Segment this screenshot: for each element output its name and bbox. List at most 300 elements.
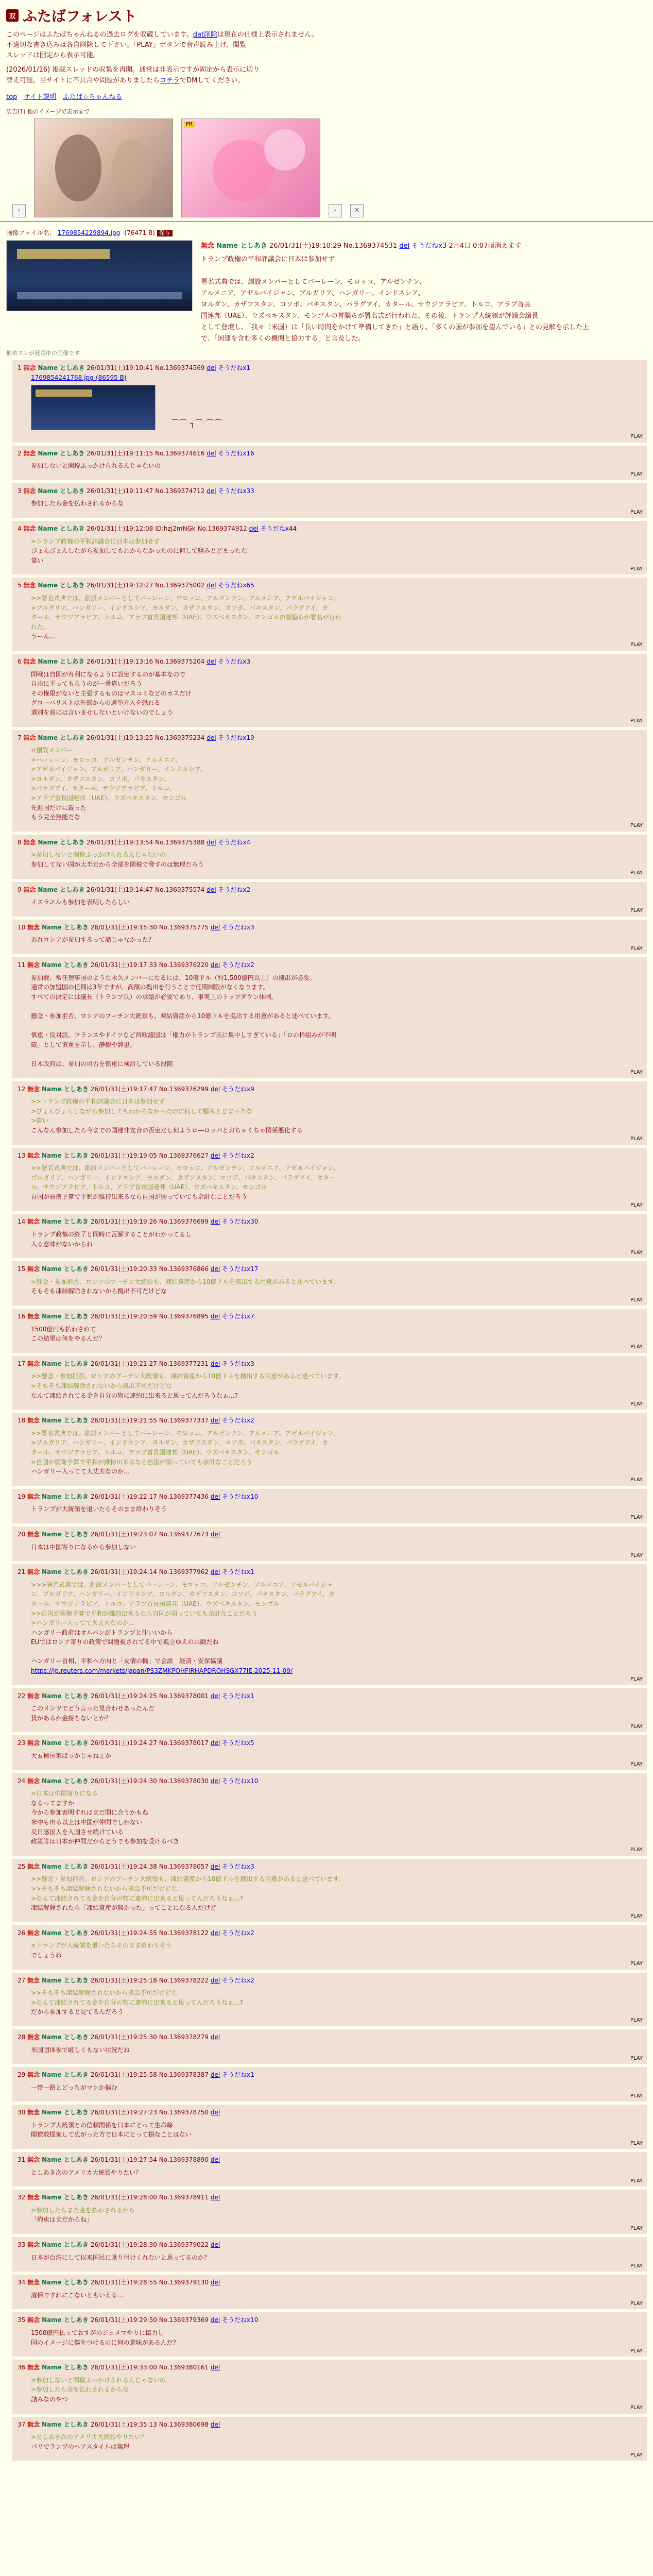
reply-subject: 無念 bbox=[27, 2279, 40, 2286]
soudane-button[interactable]: そうだねx10 bbox=[222, 2316, 259, 2324]
play-button[interactable]: PLAY bbox=[630, 823, 643, 829]
del-button[interactable]: del bbox=[210, 2420, 220, 2428]
play-button[interactable]: PLAY bbox=[630, 1344, 643, 1350]
reply-date: 26/01/31(土)19:28:55 bbox=[90, 2279, 157, 2286]
reply-id[interactable]: No.1369376895 bbox=[159, 1313, 209, 1320]
reply-date: 26/01/31(土)19:15:30 bbox=[90, 923, 157, 931]
reply-meta bbox=[18, 1084, 642, 1094]
reply-post bbox=[12, 1527, 647, 1561]
reply-id[interactable]: No.1369378387 bbox=[159, 2071, 209, 2079]
reply-id[interactable]: No.1369375002 bbox=[155, 582, 205, 589]
reply-name: Name としあき bbox=[41, 2364, 89, 2371]
soudane-button[interactable]: そうだねx2 bbox=[218, 886, 251, 893]
del-button[interactable]: del bbox=[210, 961, 220, 969]
nav-futaba-link[interactable]: ふたば☆ちゃんねる bbox=[62, 93, 123, 101]
nav-top-link[interactable]: top bbox=[6, 93, 18, 101]
ad-prev-button[interactable]: ‹ bbox=[12, 204, 26, 217]
soudane-button[interactable]: そうだねx33 bbox=[218, 487, 254, 495]
play-button[interactable]: PLAY bbox=[630, 945, 643, 952]
soudane-button[interactable]: そうだねx30 bbox=[222, 1218, 259, 1226]
reply-number: 9 bbox=[18, 886, 22, 893]
del-button[interactable]: del bbox=[210, 2156, 220, 2164]
reply-post bbox=[12, 1309, 647, 1353]
reply-name: Name としあき bbox=[38, 364, 85, 372]
reply-meta bbox=[18, 1359, 642, 1369]
reply-text bbox=[18, 1871, 642, 1912]
reply-name: Name としあき bbox=[41, 1739, 89, 1747]
play-button[interactable]: PLAY bbox=[630, 1477, 643, 1483]
del-button[interactable]: del bbox=[210, 1530, 220, 1538]
play-button[interactable]: PLAY bbox=[630, 1723, 643, 1730]
reply-text bbox=[18, 496, 642, 509]
quote-line: タール、サウジアラビア、トルコ、アラブ首長国連邦（UAE）、ウズベキスタン、モンゴル bbox=[31, 1448, 280, 1456]
nav-about-link[interactable]: サイト説明 bbox=[23, 93, 57, 101]
reply-date: 26/01/31(土)19:17:33 bbox=[90, 961, 157, 969]
reply-id[interactable]: No.1369376220 bbox=[159, 961, 209, 969]
reply-name: Name としあき bbox=[41, 1085, 89, 1093]
reply-id[interactable]: No.1369376866 bbox=[159, 1265, 209, 1273]
reply-id[interactable]: No.1369377962 bbox=[159, 1568, 209, 1576]
quote-line: >バーレーン、モロッコ、アルゼンチン、アルメニア、 bbox=[31, 756, 182, 764]
dat-delete-link[interactable]: dat削除 bbox=[193, 31, 218, 39]
reply-text bbox=[18, 430, 642, 433]
text-line: 日本が台湾にして以来国民に乗り付けくれないと思ってるのか？ bbox=[31, 2253, 211, 2261]
reply-subject: 無念 bbox=[23, 838, 36, 846]
del-button[interactable]: del bbox=[210, 923, 220, 931]
del-button[interactable]: del bbox=[399, 242, 410, 250]
reply-subject: 無念 bbox=[27, 1493, 40, 1500]
reply-id[interactable]: No.1369378030 bbox=[159, 1777, 209, 1785]
play-button[interactable]: PLAY bbox=[630, 1961, 643, 1967]
ad-next-button[interactable]: › bbox=[329, 204, 342, 217]
reply-id[interactable]: ID:hzj2mNGk No.1369374912 bbox=[155, 525, 247, 533]
reply-number: 6 bbox=[18, 657, 22, 665]
reply-post bbox=[12, 1564, 647, 1685]
reply-subject: 無念 bbox=[23, 886, 36, 893]
reply-id[interactable]: No.1369375775 bbox=[159, 923, 209, 931]
play-button[interactable]: PLAY bbox=[630, 1676, 643, 1683]
play-button[interactable]: PLAY bbox=[630, 2348, 643, 2354]
play-button[interactable]: PLAY bbox=[630, 434, 643, 440]
del-button[interactable]: del bbox=[210, 1417, 220, 1425]
soudane-button[interactable]: そうだねx44 bbox=[260, 525, 297, 533]
reply-id[interactable]: No.1369379022 bbox=[159, 2241, 209, 2249]
play-button[interactable]: PLAY bbox=[630, 566, 643, 572]
reply-id[interactable]: No.1369378057 bbox=[159, 1862, 209, 1870]
quote-line: >ヨルダン、カザフスタン、コソボ、パキスタン、 bbox=[31, 775, 170, 783]
reply-name: Name としあき bbox=[38, 487, 85, 495]
soudane-button[interactable]: そうだねx1 bbox=[222, 1692, 254, 1700]
play-button[interactable]: PLAY bbox=[630, 1761, 643, 1768]
reply-number: 19 bbox=[18, 1493, 26, 1500]
reply-subject: 無念 bbox=[27, 2033, 40, 2041]
del-button[interactable]: del bbox=[210, 1739, 220, 1747]
reply-post bbox=[12, 1489, 647, 1523]
reply-text bbox=[18, 2080, 642, 2093]
text-line: 懸念・参加拒否、ロシアのプーチン大統領も、凍結資産から10億ドルを拠出する用意があると述べています。 bbox=[31, 1012, 335, 1020]
del-button[interactable]: del bbox=[210, 2316, 220, 2324]
reply-date: 26/01/31(土)19:35:13 bbox=[90, 2420, 157, 2428]
play-button[interactable]: PLAY bbox=[630, 908, 643, 914]
reply-meta bbox=[18, 885, 642, 895]
del-button[interactable]: del bbox=[210, 1360, 220, 1367]
play-button[interactable]: PLAY bbox=[630, 870, 643, 876]
text-line: イスラエルも参加を表明したらしい bbox=[31, 899, 130, 906]
reply-name: Name としあき bbox=[41, 1493, 89, 1500]
reply-subject: 無念 bbox=[23, 525, 36, 533]
reply-number: 2 bbox=[18, 449, 22, 457]
reply-post bbox=[12, 920, 647, 954]
soudane-button[interactable]: そうだねx65 bbox=[218, 582, 254, 589]
quote-line: れた。 bbox=[31, 623, 50, 631]
del-button[interactable]: del bbox=[207, 657, 216, 665]
soudane-button[interactable]: そうだねx1 bbox=[222, 1568, 254, 1576]
del-button[interactable]: del bbox=[207, 734, 216, 741]
reply-post bbox=[12, 1356, 647, 1410]
reply-name: Name としあき bbox=[41, 2279, 89, 2286]
quote-line: >びょんびょんしながら参加してもわからなかったのに何して騒みとどまったな bbox=[31, 1107, 253, 1115]
soudane-button[interactable]: そうだねx10 bbox=[222, 1777, 259, 1785]
reply-text bbox=[18, 1321, 642, 1344]
save-button[interactable]: 保存 bbox=[157, 230, 173, 236]
ad-image-2[interactable] bbox=[181, 118, 320, 217]
reply-number: 3 bbox=[18, 487, 22, 495]
reply-meta bbox=[18, 363, 642, 373]
op-text-line: 署名式典では、創設メンバーとしてバーレーン、モロッコ、アルゼンチン、 bbox=[201, 278, 426, 286]
reply-id[interactable]: No.1369378017 bbox=[159, 1739, 209, 1747]
reply-meta bbox=[18, 923, 642, 933]
play-button[interactable]: PLAY bbox=[630, 1552, 643, 1558]
reply-id[interactable]: No.1369374616 bbox=[155, 449, 205, 457]
quote-line: >パラグアイ、カタール、サウジアラビア、トルコ、 bbox=[31, 785, 176, 792]
text-line: ハンガリー首相、平和へ方向と「友情の輪」で会談 経済・安保協議 bbox=[31, 1657, 223, 1665]
reply-number: 24 bbox=[18, 1777, 26, 1785]
reply-id[interactable]: No.1369375574 bbox=[155, 886, 205, 893]
text-line: 選別を前には言いませしないといけないのでしょう bbox=[31, 708, 174, 716]
del-button[interactable]: del bbox=[210, 1493, 220, 1500]
op-text-line bbox=[201, 265, 647, 277]
play-button[interactable]: PLAY bbox=[630, 1913, 643, 1920]
reply-date: 26/01/31(土)19:27:23 bbox=[90, 2109, 157, 2116]
del-button[interactable]: del bbox=[210, 2194, 220, 2201]
reply-meta bbox=[18, 1862, 642, 1872]
reply-subject: 無念 bbox=[27, 1692, 40, 1700]
del-button[interactable]: del bbox=[210, 2279, 220, 2286]
quote-line: >そもそも凍結解除されないから拠出不可だけどな bbox=[31, 1382, 173, 1390]
op-post bbox=[0, 226, 653, 347]
soudane-button[interactable]: そうだねx3 bbox=[411, 242, 447, 250]
external-link[interactable]: https://jp.reuters.com/markets/japan/PS3ZMKPOHFIRHAPDROHSGX77IE-2025-11-09/ bbox=[31, 1667, 293, 1675]
del-button[interactable]: del bbox=[210, 1976, 220, 1984]
play-button[interactable]: PLAY bbox=[630, 1202, 643, 1208]
soudane-button[interactable]: そうだねx9 bbox=[222, 1085, 254, 1093]
soudane-button[interactable]: そうだねx7 bbox=[222, 1313, 254, 1320]
reply-id[interactable]: No.1369378750 bbox=[159, 2109, 209, 2116]
del-button[interactable]: del bbox=[207, 838, 216, 846]
reply-date: 26/01/31(土)19:20:33 bbox=[90, 1265, 157, 1273]
text-line: 1500億円払っておすがのジュメマやりに協力し bbox=[31, 2329, 164, 2337]
del-button[interactable]: del bbox=[210, 1218, 220, 1226]
del-button[interactable]: del bbox=[207, 582, 216, 589]
text-line: 先進国だけに載った bbox=[31, 804, 87, 811]
doodle-icon: ⌒⌒ ┐⌒ ⌒⌒ bbox=[171, 418, 222, 428]
reply-id[interactable]: No.1369378911 bbox=[159, 2194, 209, 2201]
play-button[interactable]: PLAY bbox=[630, 2178, 643, 2184]
play-button[interactable]: PLAY bbox=[630, 2452, 643, 2458]
text-line: 清掃ですれにこないともいえる… bbox=[31, 2291, 124, 2299]
reply-number: 33 bbox=[18, 2241, 26, 2249]
del-button[interactable]: del bbox=[210, 1265, 220, 1273]
text-line: このメンツでどう言った見合わせあったんだ bbox=[31, 1705, 154, 1713]
del-button[interactable]: del bbox=[210, 1777, 220, 1785]
del-button[interactable]: del bbox=[210, 2364, 220, 2371]
del-button[interactable]: del bbox=[210, 1862, 220, 1870]
del-button[interactable]: del bbox=[210, 2071, 220, 2079]
del-button[interactable]: del bbox=[207, 449, 216, 457]
play-button[interactable]: PLAY bbox=[630, 1136, 643, 1142]
play-button[interactable]: PLAY bbox=[630, 2055, 643, 2061]
reply-name: Name としあき bbox=[41, 1265, 89, 1273]
reply-id[interactable]: No.1369375234 bbox=[155, 734, 205, 741]
reply-name: Name としあき bbox=[41, 2033, 89, 2041]
reply-id[interactable]: No.1369379369 bbox=[159, 2316, 209, 2324]
reply-meta bbox=[18, 960, 642, 970]
play-button[interactable]: PLAY bbox=[630, 2263, 643, 2269]
quote-line: タール、サウジアラビア、トルコ、アラブ首長国連邦（UAE）、ウズベキスタン、モンゴルの首脳らが署名が行わ bbox=[31, 614, 341, 621]
ad-image-1[interactable] bbox=[34, 118, 173, 217]
soudane-button[interactable]: そうだねx10 bbox=[222, 1493, 259, 1500]
play-button[interactable]: PLAY bbox=[630, 642, 643, 648]
play-button[interactable]: PLAY bbox=[630, 471, 643, 478]
reply-subject: 無念 bbox=[27, 2109, 40, 2116]
del-button[interactable]: del bbox=[210, 1568, 220, 1576]
reply-id[interactable]: No.1369378001 bbox=[159, 1692, 209, 1700]
reply-subject: 無念 bbox=[27, 1360, 40, 1367]
play-button[interactable]: PLAY bbox=[630, 1401, 643, 1407]
reply-id[interactable]: No.1369380698 bbox=[159, 2420, 209, 2428]
reply-id[interactable]: No.1369378890 bbox=[159, 2156, 209, 2164]
play-button[interactable]: PLAY bbox=[630, 1070, 643, 1076]
reply-id[interactable]: No.1369374569 bbox=[155, 364, 205, 372]
text-line bbox=[31, 1002, 642, 1011]
text-line: トランプ大統領との信頼関係を日本にとって生命線 bbox=[31, 2121, 173, 2129]
reply-number: 23 bbox=[18, 1739, 26, 1747]
del-button[interactable]: del bbox=[210, 1151, 220, 1159]
reply-subject: 無念 bbox=[27, 1568, 40, 1576]
reply-meta bbox=[18, 1776, 642, 1786]
reply-text bbox=[18, 1701, 642, 1723]
soudane-button[interactable]: そうだねx3 bbox=[218, 657, 251, 665]
play-button[interactable]: PLAY bbox=[630, 1297, 643, 1303]
reply-id[interactable]: No.1369374712 bbox=[155, 487, 205, 495]
reply-subject: 無念 bbox=[27, 961, 40, 969]
play-button[interactable]: PLAY bbox=[630, 2018, 643, 2024]
text-line: 国のイメージに傷をつけるのに何の意味があるんだ？ bbox=[31, 2338, 179, 2346]
text-line: 確」として慎重を示し、静観や辞退。 bbox=[31, 1041, 136, 1048]
reply-text bbox=[18, 1227, 642, 1249]
reply-id[interactable]: No.1369377673 bbox=[159, 1530, 209, 1538]
soudane-button[interactable]: そうだねx17 bbox=[222, 1265, 259, 1273]
reply-id[interactable]: No.1369376699 bbox=[159, 1218, 209, 1226]
reply-meta bbox=[18, 2155, 642, 2165]
play-button[interactable]: PLAY bbox=[630, 2093, 643, 2099]
reply-thumbnail[interactable] bbox=[31, 385, 156, 430]
reply-post bbox=[12, 882, 647, 917]
play-button[interactable]: PLAY bbox=[630, 2300, 643, 2307]
reply-post bbox=[12, 1773, 647, 1856]
del-button[interactable]: del bbox=[210, 1313, 220, 1320]
play-button[interactable]: PLAY bbox=[630, 2140, 643, 2146]
reply-date: 26/01/31(土)19:25:18 bbox=[90, 1976, 157, 1984]
contact-link[interactable]: コチラ bbox=[160, 76, 180, 84]
reply-number: 7 bbox=[18, 734, 22, 741]
op-thumbnail[interactable] bbox=[6, 240, 193, 311]
play-button[interactable]: PLAY bbox=[630, 718, 643, 724]
soudane-button[interactable]: そうだねx3 bbox=[222, 1862, 254, 1870]
reply-id[interactable]: No.1369376299 bbox=[159, 1085, 209, 1093]
op-text-line: 国連邦（UAE）、ウズベキスタン、モンゴルの首脳らが署名式が行われた。その後、トランプ大統領が評議会議長 bbox=[201, 312, 539, 320]
del-button[interactable]: del bbox=[210, 2241, 220, 2249]
soudane-button[interactable]: そうだねx1 bbox=[218, 364, 251, 372]
soudane-button[interactable]: そうだねx4 bbox=[218, 838, 251, 846]
reply-text bbox=[18, 2202, 642, 2225]
play-button[interactable]: PLAY bbox=[630, 509, 643, 515]
reply-text bbox=[18, 932, 642, 945]
reply-text bbox=[18, 970, 642, 1069]
play-button[interactable]: PLAY bbox=[630, 1515, 643, 1521]
soudane-button[interactable]: そうだねx2 bbox=[222, 961, 254, 969]
reply-name: Name としあき bbox=[41, 2420, 89, 2428]
reply-subject: 無念 bbox=[27, 2364, 40, 2371]
reply-text bbox=[18, 2325, 642, 2347]
reply-id[interactable]: No.1369377436 bbox=[159, 1493, 209, 1500]
reply-id[interactable]: No.1369379130 bbox=[159, 2279, 209, 2286]
reply-subject: 無念 bbox=[27, 2071, 40, 2079]
reply-file-link[interactable]: 1769854241768.jpg-(86595 B) bbox=[31, 374, 127, 382]
text-line: パリでランプのヘアスタイルは無理 bbox=[31, 2443, 129, 2450]
reply-post bbox=[12, 1859, 647, 1922]
reply-number: 17 bbox=[18, 1360, 26, 1367]
text-line: この結果は何をやるんだ？ bbox=[31, 1335, 106, 1343]
reply-post bbox=[12, 2360, 647, 2413]
reply-id[interactable]: No.1369378279 bbox=[159, 2033, 209, 2041]
play-button[interactable]: PLAY bbox=[630, 2405, 643, 2411]
reply-id[interactable]: No.1369377337 bbox=[159, 1417, 209, 1425]
soudane-button[interactable]: そうだねx2 bbox=[222, 1929, 254, 1937]
reply-id[interactable]: No.1369378122 bbox=[159, 1929, 209, 1937]
del-button[interactable]: del bbox=[249, 525, 259, 533]
reply-text bbox=[18, 1985, 642, 2017]
text-line: 政策等は日本が仲間だからどうでも参加を受けるべき bbox=[31, 1838, 180, 1845]
nav-links bbox=[0, 88, 653, 104]
reply-id[interactable]: No.1369380161 bbox=[159, 2364, 209, 2371]
reply-post bbox=[12, 2312, 647, 2357]
del-button[interactable]: del bbox=[207, 886, 216, 893]
text-line: 参加しないと関税ふっかけられるんじゃないの bbox=[31, 462, 161, 470]
reply-id[interactable]: No.1369376627 bbox=[159, 1151, 209, 1159]
quote-line: >ブルガリア、ハンガリー、インドネシア、ヨルダン、カザフスタン、コソボ、パキスタン、パラグアイ、カ bbox=[31, 604, 328, 612]
reply-post bbox=[12, 1261, 647, 1306]
ad-close-button[interactable]: ✕ bbox=[350, 204, 364, 217]
reply-post bbox=[12, 730, 647, 832]
reply-meta bbox=[18, 1530, 642, 1539]
quote-line: >としあき次のアメリカ大統領やりたい？ bbox=[31, 2433, 147, 2441]
soudane-button[interactable]: そうだねx2 bbox=[222, 1976, 254, 1984]
soudane-button[interactable]: そうだねx2 bbox=[222, 1417, 254, 1425]
reply-id[interactable]: No.1369375204 bbox=[155, 657, 205, 665]
reply-subject: 無念 bbox=[27, 923, 40, 931]
del-button[interactable]: del bbox=[210, 2033, 220, 2041]
reply-text bbox=[18, 894, 642, 907]
reply-subject: 無念 bbox=[23, 449, 36, 457]
del-button[interactable]: del bbox=[210, 1929, 220, 1937]
reply-date: 26/01/31(土)19:24:14 bbox=[90, 1568, 157, 1576]
reply-post bbox=[12, 360, 647, 442]
del-button[interactable]: del bbox=[207, 364, 216, 372]
soudane-button[interactable]: そうだねx5 bbox=[222, 1739, 254, 1747]
quote-line: >>懸念・参加拒否、ロシアのプーチン大統領も、凍結資産から10億ドルを拠出する用意があると述べています。 bbox=[31, 1372, 345, 1380]
play-button[interactable]: PLAY bbox=[630, 1847, 643, 1853]
reply-post bbox=[12, 1148, 647, 1211]
reply-number: 32 bbox=[18, 2194, 26, 2201]
del-button[interactable]: del bbox=[210, 2109, 220, 2116]
site-logo[interactable]: 双 bbox=[6, 9, 19, 22]
del-button[interactable]: del bbox=[210, 1692, 220, 1700]
reply-date: 26/01/31(土)19:13:16 bbox=[87, 657, 153, 665]
op-file-link[interactable]: 1769854229894.jpg bbox=[57, 229, 121, 236]
reply-id[interactable]: No.1369377231 bbox=[159, 1360, 209, 1367]
reply-name: Name としあき bbox=[38, 582, 85, 589]
quote-line: >参加しないと関税ふっかけられるんじゃないの bbox=[31, 2376, 166, 2384]
soudane-button[interactable]: そうだねx16 bbox=[218, 449, 254, 457]
reply-text bbox=[18, 2429, 642, 2451]
reply-name: Name としあき bbox=[41, 2071, 89, 2079]
quote-line: >なんて凍結されてる金を自分の物に違約に出来ると思ってんだろうなぁ...? bbox=[31, 1998, 243, 2006]
soudane-button[interactable]: そうだねx3 bbox=[222, 923, 254, 931]
play-button[interactable]: PLAY bbox=[630, 1249, 643, 1256]
reply-name: Name としあき bbox=[41, 1313, 89, 1320]
reply-date: 26/01/31(土)19:23:07 bbox=[90, 1530, 157, 1538]
play-button[interactable]: PLAY bbox=[630, 2225, 643, 2231]
del-button[interactable]: del bbox=[207, 487, 216, 495]
reply-meta bbox=[18, 1976, 642, 1986]
reply-subject: 無念 bbox=[27, 1929, 40, 1937]
text-line: 通常の加盟国の任期は3年ですが、高額の拠出を行うことで任期制限がなくなります。 bbox=[31, 984, 269, 991]
soudane-button[interactable]: そうだねx2 bbox=[222, 1151, 254, 1159]
reply-number: 1 bbox=[18, 364, 22, 372]
reply-date: 26/01/31(土)19:20:59 bbox=[90, 1313, 157, 1320]
quote-line: タール、サウジアラビア、トルコ、アラブ首長国連邦（UAE）、ウズベキスタン、モンゴル bbox=[31, 1600, 280, 1607]
reply-id[interactable]: No.1369378222 bbox=[159, 1976, 209, 1984]
op-text-line: で、「国連を含む多くの機関と協力する」と言及した。 bbox=[201, 335, 365, 343]
reply-post bbox=[12, 483, 647, 518]
reply-number: 10 bbox=[18, 923, 26, 931]
text-line: 自国が弱衛予算で平和が維持出来るなら自国が弱っていても余計なことだろう bbox=[31, 1193, 248, 1200]
soudane-button[interactable]: そうだねx1 bbox=[222, 2071, 254, 2079]
text-line: びょんびょんしながら参加してもわからなかったのに何して騒みとどまったな bbox=[31, 547, 248, 555]
reply-number: 30 bbox=[18, 2109, 26, 2116]
ad-area bbox=[12, 118, 641, 217]
soudane-button[interactable]: そうだねx3 bbox=[222, 1360, 254, 1367]
soudane-button[interactable]: そうだねx19 bbox=[218, 734, 254, 741]
del-button[interactable]: del bbox=[210, 1085, 220, 1093]
quote-line: >参加したらまた金を払わされるから bbox=[31, 2206, 135, 2214]
reply-post bbox=[12, 2029, 647, 2064]
reply-date: 26/01/31(土)19:28:00 bbox=[90, 2194, 157, 2201]
reply-meta bbox=[18, 2363, 642, 2372]
text-line: 慎重・反対派、フランスやドイツなど西欧諸国は「権力がトランプ氏に集中しすぎている」「ロの枠組みが不明 bbox=[31, 1031, 336, 1039]
reply-id[interactable]: No.1369375388 bbox=[155, 838, 205, 846]
